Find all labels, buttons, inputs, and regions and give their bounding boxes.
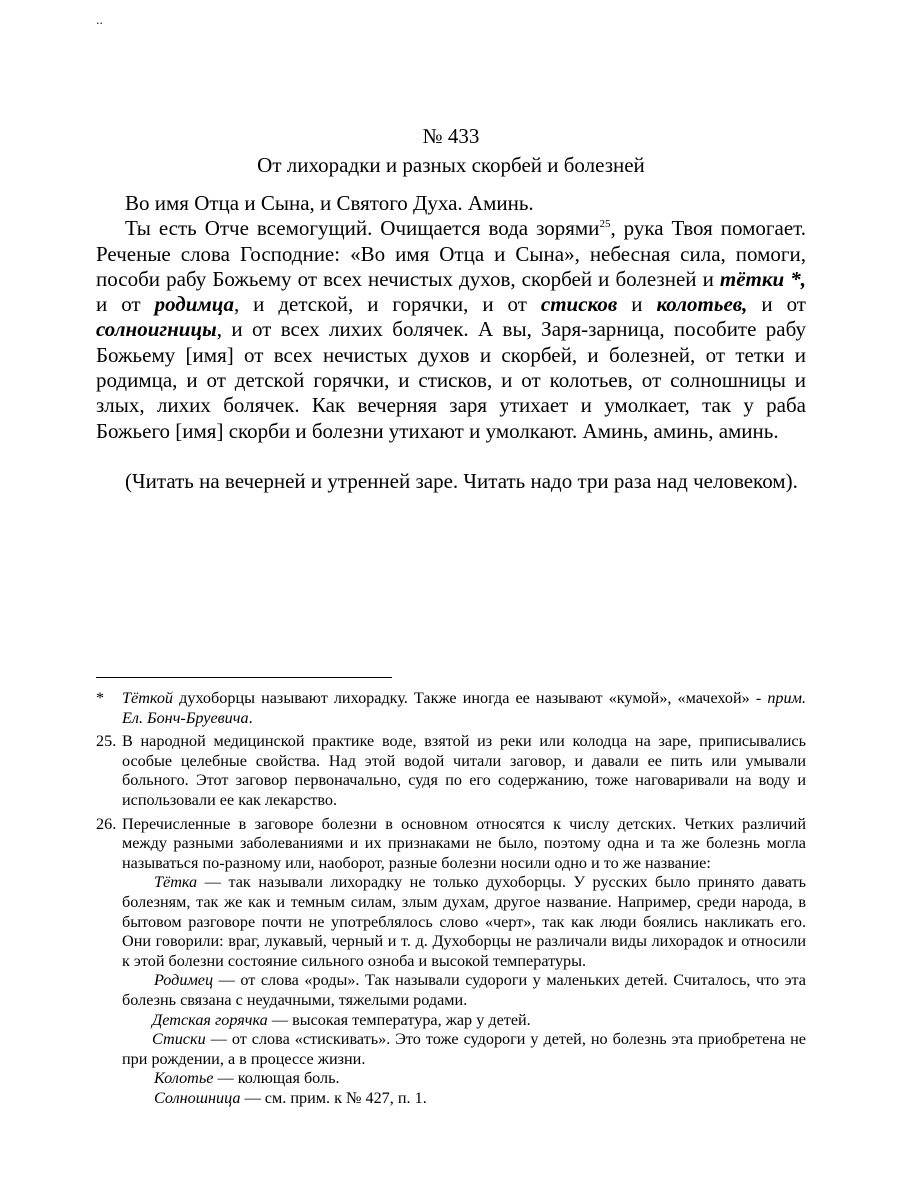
footnote-intro: Перечисленные в заговоре болезни в основном относятся к числу детских. Четких различий между разными заболеваниями и их признаками не было, поэтому одна и та же болезнь могла называться по-разному или, наоборот, разные болезни носили одно и то же название:: [122, 814, 806, 872]
text-run: и: [617, 292, 657, 317]
term-solnoignicy: солноигницы: [96, 317, 217, 342]
footnote-mark: 25.: [96, 732, 117, 751]
disease-entry: [122, 1089, 806, 1109]
footnote-attribution: прим. Ел. Бонч-Бруевича: [122, 689, 806, 727]
text-run: , и от всех лихих болячек. А вы, Заря-зарница, пособите рабу Божьему [имя] от всех нечистых духов и скорбей, и болезней, от тетки и родимца, и от детской горячки, и стисков, и от колотьев, от солношницы и злых, лихих болячек. Как вечерняя заря утихает и умолкает, так у раба Божьего [имя] скорби и болезни утихают и умолкают. Аминь, аминь, аминь.: [96, 317, 806, 443]
disease-description: — от слова «роды». Так называли судороги у маленьких детей. Считалось, что эта болезнь связана с неудачными, тяжелыми родами.: [122, 971, 806, 1009]
footnotes: [96, 689, 806, 1112]
prayer-body: [96, 216, 806, 444]
text-run: , рука Твоя помогает. Реченые слова Господние: «Во имя Отца и Сына», небесная сила, помоги, пособи рабу Божьему от всех нечистых духов, скорбей и болезней и: [96, 216, 806, 291]
disease-entry: [122, 1030, 806, 1069]
text-run: Ты есть Отче всемогущий. Очищается вода зорями: [125, 216, 600, 241]
corner-mark: ..: [96, 13, 103, 28]
footnote-text: .: [248, 708, 253, 727]
text-run: , и детской, и горячки, и от: [233, 292, 541, 317]
text-run: и от: [747, 292, 806, 317]
disease-term: Колотье: [154, 1069, 214, 1088]
term-tetki: тётки *,: [719, 266, 806, 291]
disease-description: — колющая боль.: [213, 1069, 340, 1088]
footnote-text: В народной медицинской практике воде, взятой из реки или колодца на заре, приписывались особые целебные свойства. Над этой водой читали заговор, и давали ее пить или умывали больного. Этот заговор первоначально, судя по его содержанию, тоже наговаривали на воду и использовали ее как лекарство.: [122, 732, 806, 809]
disease-term: Тётка: [154, 873, 198, 892]
disease-term: Стиски: [152, 1030, 206, 1049]
footnote-divider: [96, 677, 392, 678]
footnote-25: [96, 732, 806, 810]
reading-instruction: (Читать на вечерней и утренней заре. Читать надо три раза над человеком).: [125, 468, 798, 493]
disease-entry: [122, 873, 806, 971]
footnote-star: [96, 689, 806, 728]
footnote-mark: *: [96, 689, 105, 707]
prayer-text: [96, 191, 806, 494]
footnote-text: духоборцы называют лихорадку. Также иногда ее называют «кумой», «мачехой» -: [173, 689, 768, 707]
footnote-ref-25[interactable]: 25: [599, 218, 611, 231]
disease-entry: [122, 971, 806, 1010]
disease-entry: [122, 1011, 806, 1031]
footnote-26: [96, 815, 806, 1109]
term-kolotev: колотьев,: [656, 292, 748, 317]
prayer-number: № 433: [422, 124, 480, 148]
disease-term: Родимец: [154, 971, 214, 990]
text-run: и от: [96, 292, 155, 317]
disease-term: Солношница: [154, 1088, 241, 1107]
term-stiskov: стисков: [540, 292, 618, 317]
disease-description: — так называли лихорадку не только духоборцы. У русских было принято давать болезням, так же как и темным силам, злым духам, другое название. Например, среди народа, в бытовом разговоре почти не употреблялось слово «черт», так как люди боялись накликать его. Они говорили: враг, лукавый, черный и т. д. Духоборцы не различали виды лихорадок и относили к этой болезни состояние сильного озноба и высокой температуры.: [122, 873, 806, 970]
footnote-mark: 26.: [96, 814, 117, 833]
disease-term: Детская горячка: [152, 1010, 268, 1029]
disease-description: — от слова «стискивать». Это тоже судороги у детей, но болезнь эта приобретена не при рождении, а в процессе жизни.: [122, 1030, 806, 1068]
prayer-title: От лихорадки и разных скорбей и болезней: [257, 153, 645, 177]
term-rodimca: родимца: [154, 292, 234, 317]
opening-line: Во имя Отца и Сына, и Святого Духа. Аминь.: [125, 191, 534, 215]
disease-entry: [122, 1069, 806, 1089]
prayer-header: [96, 122, 806, 180]
disease-description: — высокая температура, жар у детей.: [267, 1010, 531, 1029]
footnote-term: Тёткой: [122, 689, 174, 707]
disease-description: — см. прим. к № 427, п. 1.: [240, 1088, 427, 1107]
